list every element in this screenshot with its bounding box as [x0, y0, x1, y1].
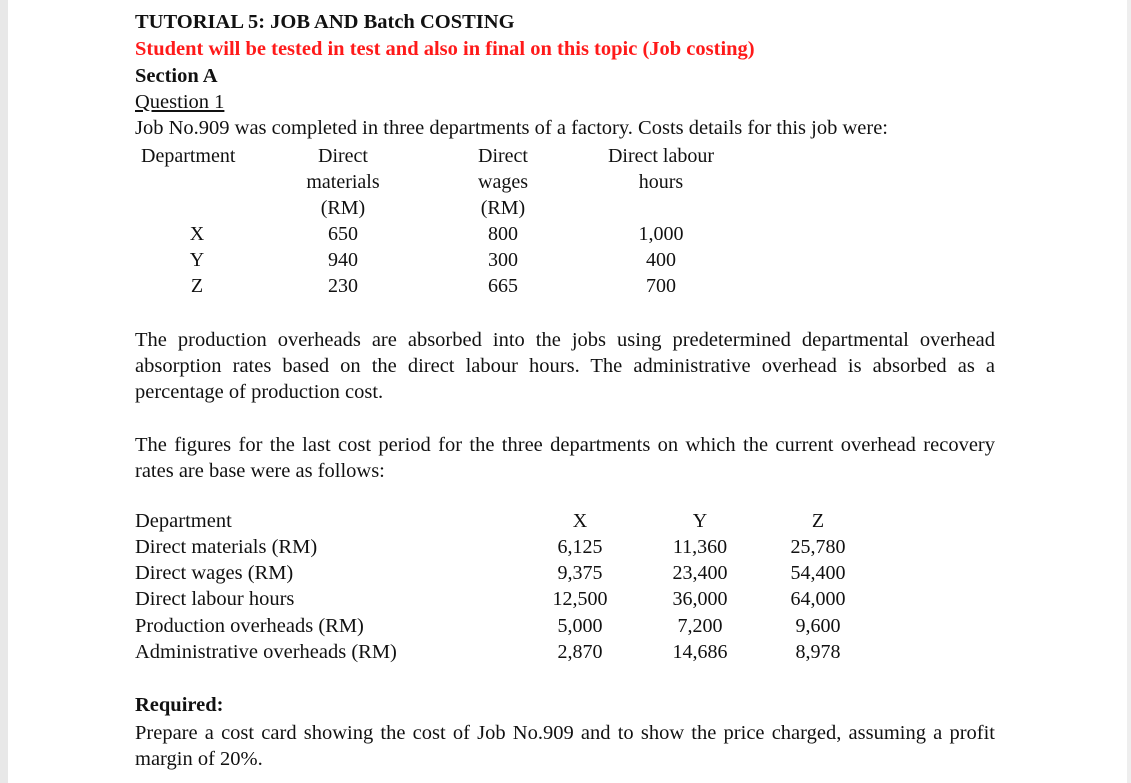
table2-header-x: X [572, 510, 588, 532]
table2-row-label: Production overheads (RM) [135, 615, 364, 637]
table2-z: 9,600 [795, 615, 841, 637]
table1-header-wages-2: wages [478, 171, 528, 193]
table1-header-materials-3: (RM) [320, 197, 366, 219]
table2-x: 12,500 [552, 588, 608, 610]
right-margin-strip [1127, 0, 1131, 783]
required-text: Prepare a cost card showing the cost of Job No.909 and to show the price charged, assuming a profit margin of 20%. [135, 722, 995, 770]
table2-header-department: Department [135, 510, 232, 532]
table2-z: 64,000 [790, 588, 846, 610]
table2-y: 7,200 [677, 615, 723, 637]
table2-x: 5,000 [557, 615, 603, 637]
table1-header-materials-1: Direct [318, 145, 368, 167]
test-warning: Student will be tested in test and also in final on this topic (Job costing) [135, 38, 755, 60]
section-heading: Section A [135, 65, 218, 87]
table1-header-wages-3: (RM) [480, 197, 526, 219]
table1-dept: Y [189, 249, 205, 271]
table1-header-department: Department [141, 145, 236, 167]
question-intro: Job No.909 was completed in three departments of a factory. Costs details for this job were: [135, 117, 888, 139]
table1-hours: 700 [646, 275, 676, 297]
table2-header-y: Y [692, 510, 708, 532]
table2-header-z: Z [811, 510, 825, 532]
table1-wages: 800 [488, 223, 518, 245]
table2-x: 2,870 [557, 641, 603, 663]
table1-dept: Z [190, 275, 204, 297]
table1-hours: 1,000 [638, 223, 684, 245]
left-margin-strip [0, 0, 8, 783]
table1-materials: 940 [328, 249, 358, 271]
page-title: TUTORIAL 5: JOB AND Batch COSTING [135, 11, 515, 33]
table1-header-hours-2: hours [638, 171, 684, 193]
table1-hours: 400 [646, 249, 676, 271]
table2-x: 9,375 [557, 562, 603, 584]
question-heading: Question 1 [135, 91, 225, 113]
table2-y: 14,686 [672, 641, 728, 663]
required-heading: Required: [135, 694, 224, 716]
paragraph-figures: The figures for the last cost period for the three departments on which the current overhead recovery rates are base were as follows: [135, 434, 995, 482]
table2-y: 23,400 [672, 562, 728, 584]
table1-materials: 230 [328, 275, 358, 297]
table1-dept: X [189, 223, 205, 245]
table1-wages: 300 [488, 249, 518, 271]
table1-header-wages-1: Direct [478, 145, 528, 167]
table2-y: 11,360 [672, 536, 728, 558]
table2-z: 8,978 [795, 641, 841, 663]
table2-row-label: Administrative overheads (RM) [135, 641, 397, 663]
paragraph-absorption: The production overheads are absorbed into the jobs using predetermined departmental overhead absorption rates based on the direct labour hours. The administrative overhead is absorbed as a percentage of production cost. [135, 329, 995, 403]
table1-wages: 665 [488, 275, 518, 297]
table2-z: 54,400 [790, 562, 846, 584]
table2-row-label: Direct wages (RM) [135, 562, 294, 584]
table1-header-hours-1: Direct labour [607, 145, 715, 167]
table1-materials: 650 [328, 223, 358, 245]
table2-z: 25,780 [790, 536, 846, 558]
table2-y: 36,000 [672, 588, 728, 610]
table2-row-label: Direct materials (RM) [135, 536, 318, 558]
table1-header-materials-2: materials [306, 171, 380, 193]
table2-row-label: Direct labour hours [135, 588, 295, 610]
table2-x: 6,125 [557, 536, 603, 558]
